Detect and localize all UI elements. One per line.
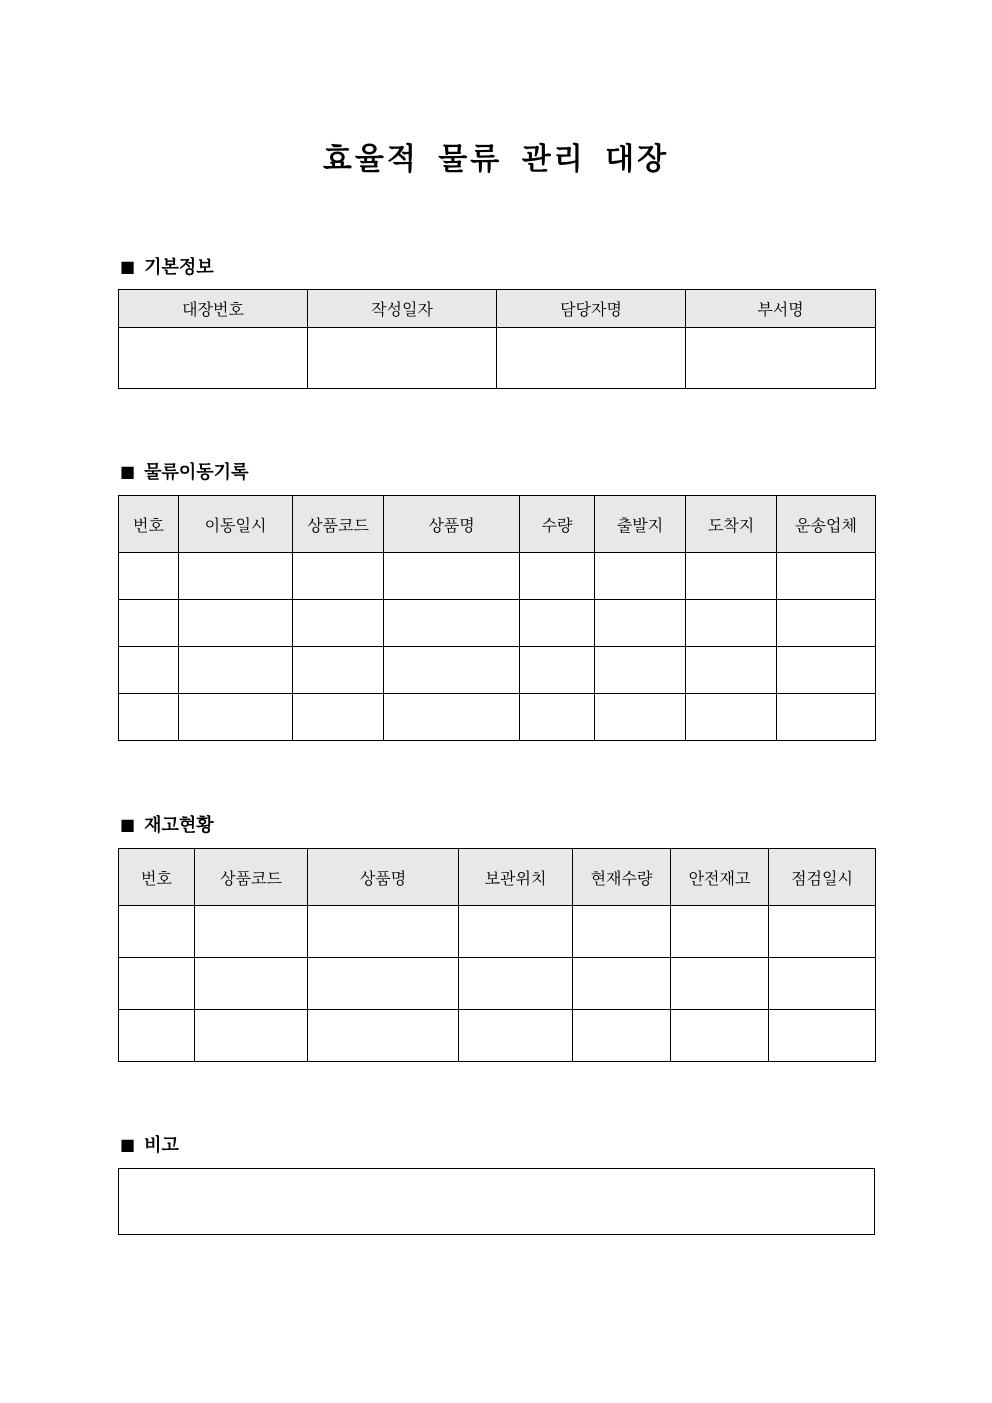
input-cell[interactable] [595,694,686,741]
input-cell[interactable] [769,906,876,958]
header-cell: 현재수량 [573,849,671,906]
input-cell[interactable] [119,647,179,694]
input-cell[interactable] [308,958,459,1010]
input-cell[interactable] [671,958,769,1010]
input-cell[interactable] [769,958,876,1010]
header-cell: 상품코드 [195,849,308,906]
input-cell[interactable] [459,1010,573,1062]
header-cell: 운송업체 [777,496,876,553]
section-heading-remarks [120,1131,179,1157]
input-cell[interactable] [777,553,876,600]
header-cell: 부서명 [686,290,876,328]
input-cell[interactable] [777,647,876,694]
input-cell[interactable] [179,600,293,647]
input-cell[interactable] [384,694,520,741]
header-cell: 안전재고 [671,849,769,906]
table-row [119,958,876,1010]
input-cell[interactable] [308,1010,459,1062]
input-cell[interactable] [119,694,179,741]
input-cell[interactable] [573,958,671,1010]
input-cell[interactable] [671,906,769,958]
document-title: 효율적 물류 관리 대장 [322,142,670,177]
header-cell: 수량 [520,496,595,553]
basic-info-table [118,289,876,389]
input-cell[interactable] [119,328,308,389]
square-bullet-icon: ■ [120,814,136,834]
input-cell[interactable] [119,958,195,1010]
input-cell[interactable] [293,600,384,647]
input-cell[interactable] [308,906,459,958]
input-cell[interactable] [777,694,876,741]
input-cell[interactable] [459,906,573,958]
input-cell[interactable] [119,600,179,647]
input-cell[interactable] [384,647,520,694]
input-cell[interactable] [686,328,876,389]
input-cell[interactable] [769,1010,876,1062]
table-header-row [119,496,876,553]
square-bullet-icon: ■ [120,1134,136,1154]
table-row [119,600,876,647]
table-row [119,906,876,958]
input-cell[interactable] [497,328,686,389]
input-cell[interactable] [179,694,293,741]
input-cell[interactable] [573,1010,671,1062]
input-cell[interactable] [777,600,876,647]
input-cell[interactable] [293,647,384,694]
header-cell: 점검일시 [769,849,876,906]
input-cell[interactable] [195,906,308,958]
section-heading-label: 비고 [144,1135,179,1156]
input-cell[interactable] [119,906,195,958]
header-cell: 작성일자 [308,290,497,328]
section-heading-basic [120,253,214,279]
movement-log-table [118,495,876,741]
input-cell[interactable] [520,647,595,694]
header-cell: 대장번호 [119,290,308,328]
header-cell: 도착지 [686,496,777,553]
table-header-row [119,849,876,906]
section-heading-label: 물류이동기록 [144,462,249,483]
input-cell[interactable] [686,647,777,694]
section-heading-movement [120,458,248,484]
table-row [119,553,876,600]
header-cell: 담당자명 [497,290,686,328]
input-cell[interactable] [686,694,777,741]
input-cell[interactable] [459,958,573,1010]
header-cell: 상품명 [308,849,459,906]
input-cell[interactable] [308,328,497,389]
input-cell[interactable] [293,694,384,741]
input-cell[interactable] [195,958,308,1010]
input-cell[interactable] [595,600,686,647]
header-cell: 보관위치 [459,849,573,906]
input-cell[interactable] [179,647,293,694]
section-heading-label: 기본정보 [144,257,214,278]
input-cell[interactable] [520,694,595,741]
input-cell[interactable] [595,647,686,694]
table-row [119,1010,876,1062]
input-cell[interactable] [119,1010,195,1062]
header-cell: 번호 [119,849,195,906]
input-cell[interactable] [195,1010,308,1062]
table-row [119,647,876,694]
section-heading-label: 재고현황 [144,815,214,836]
header-cell: 출발지 [595,496,686,553]
input-cell[interactable] [686,600,777,647]
header-cell: 이동일시 [179,496,293,553]
input-cell[interactable] [520,600,595,647]
header-cell: 상품코드 [293,496,384,553]
input-cell[interactable] [293,553,384,600]
table-row [119,328,876,389]
table-header-row [119,290,876,328]
square-bullet-icon: ■ [120,256,136,276]
input-cell[interactable] [119,553,179,600]
input-cell[interactable] [384,553,520,600]
header-cell: 상품명 [384,496,520,553]
input-cell[interactable] [384,600,520,647]
input-cell[interactable] [595,553,686,600]
section-heading-inventory [120,811,214,837]
input-cell[interactable] [520,553,595,600]
table-row [119,694,876,741]
remarks-field[interactable] [118,1168,875,1235]
square-bullet-icon: ■ [120,461,136,481]
input-cell[interactable] [573,906,671,958]
header-cell: 번호 [119,496,179,553]
input-cell[interactable] [179,553,293,600]
inventory-table [118,848,876,1062]
input-cell[interactable] [686,553,777,600]
input-cell[interactable] [671,1010,769,1062]
